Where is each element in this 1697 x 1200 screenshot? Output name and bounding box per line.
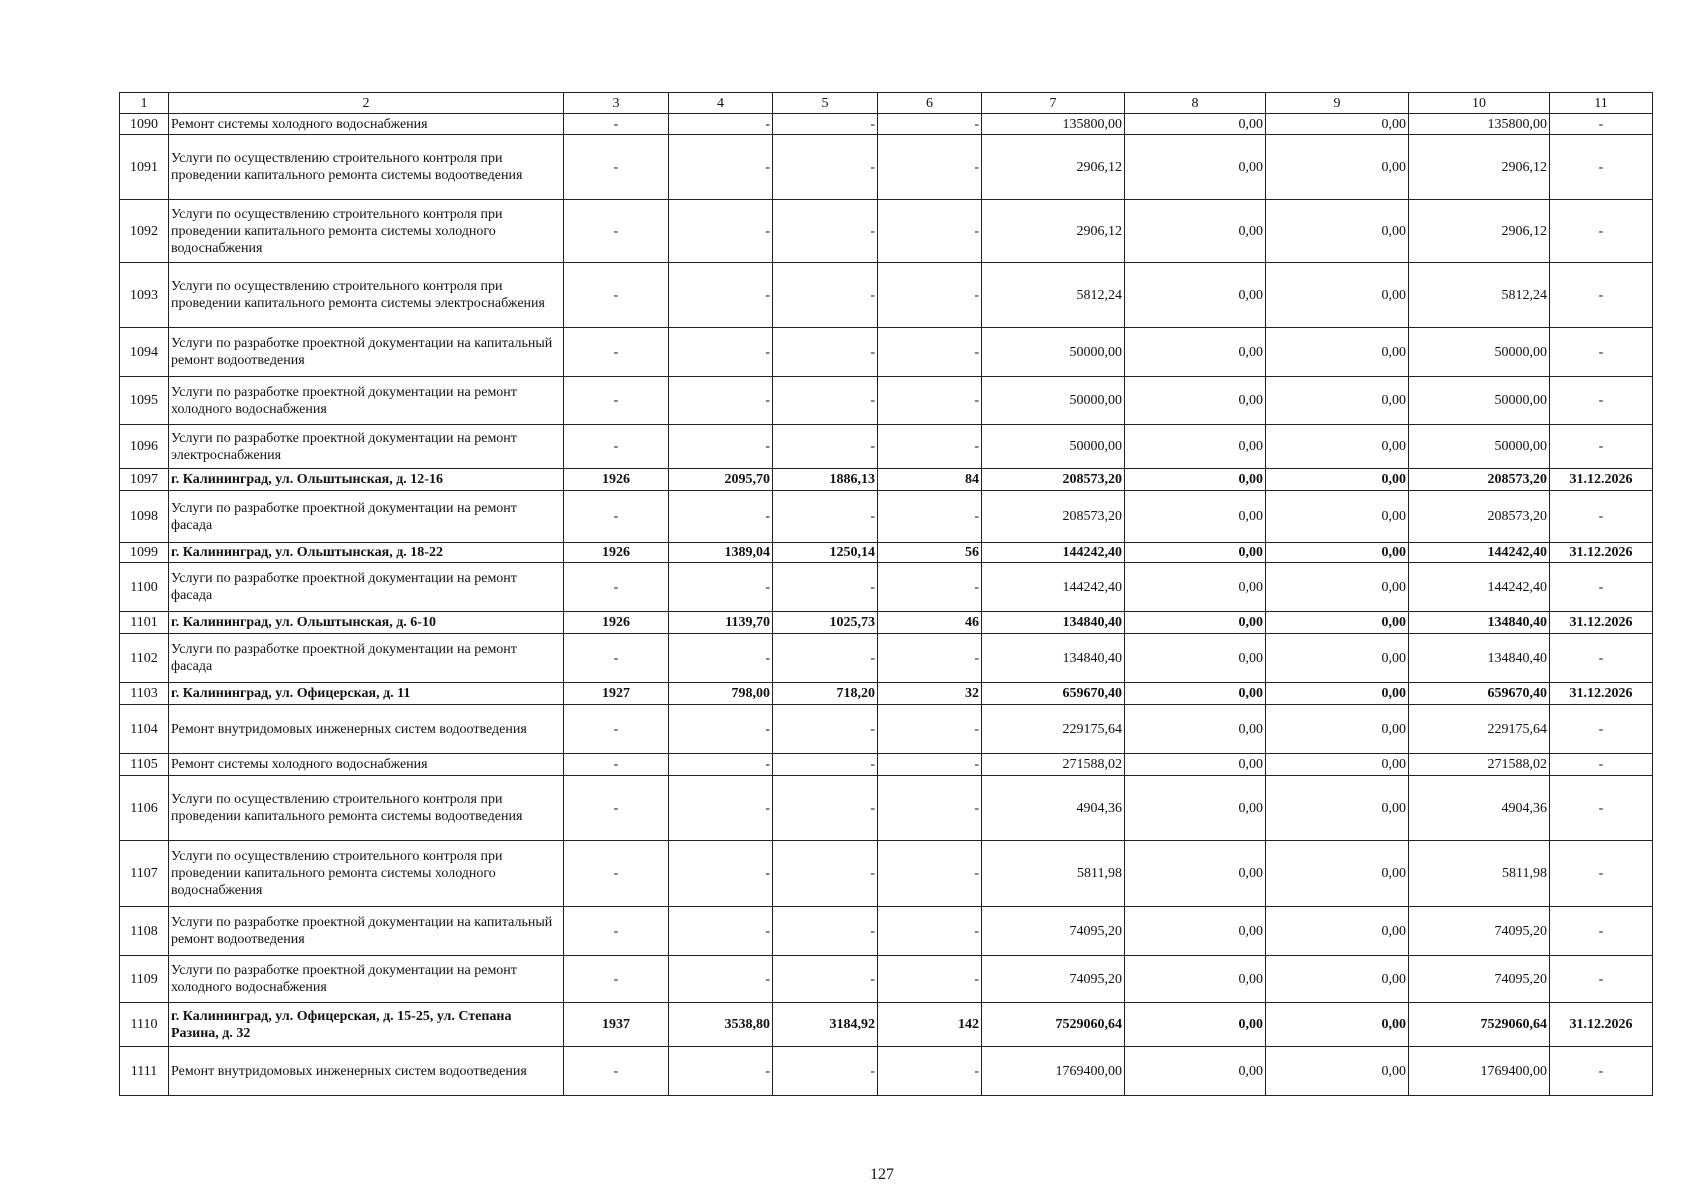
column-header-2: 2: [169, 93, 564, 114]
row-description: Услуги по осуществлению строительного контроля при проведении капитального ремонта системы водоотведения: [169, 776, 564, 841]
col-5-value: -: [773, 776, 878, 841]
col-5-value: -: [773, 263, 878, 328]
table-row: [120, 135, 1653, 200]
col-10-value: 135800,00: [1409, 114, 1550, 135]
col-4-value: -: [669, 754, 773, 776]
col-7-value: 2906,12: [982, 135, 1125, 200]
col-11-value: 31.12.2026: [1550, 683, 1653, 705]
col-11-value: 31.12.2026: [1550, 1003, 1653, 1047]
col-8-value: 0,00: [1125, 135, 1266, 200]
col-4-value: -: [669, 705, 773, 754]
row-description: Ремонт внутридомовых инженерных систем водоотведения: [169, 705, 564, 754]
table-row: [120, 705, 1653, 754]
col-11-value: 31.12.2026: [1550, 469, 1653, 491]
row-description: Услуги по осуществлению строительного контроля при проведении капитального ремонта системы электроснабжения: [169, 263, 564, 328]
col-8-value: 0,00: [1125, 469, 1266, 491]
col-8-value: 0,00: [1125, 705, 1266, 754]
col-9-value: 0,00: [1266, 634, 1409, 683]
col-10-value: 74095,20: [1409, 907, 1550, 956]
col-8-value: 0,00: [1125, 543, 1266, 563]
row-description: Услуги по разработке проектной документации на ремонт фасада: [169, 491, 564, 543]
col-6-value: -: [878, 377, 982, 425]
col-9-value: 0,00: [1266, 1003, 1409, 1047]
col-10-value: 659670,40: [1409, 683, 1550, 705]
table-row: [120, 612, 1653, 634]
col-3-value: -: [564, 328, 669, 377]
col-4-value: -: [669, 425, 773, 469]
col-3-value: -: [564, 705, 669, 754]
col-3-value: 1926: [564, 612, 669, 634]
row-description: Услуги по разработке проектной документации на ремонт холодного водоснабжения: [169, 377, 564, 425]
row-number: 1104: [120, 705, 169, 754]
col-8-value: 0,00: [1125, 114, 1266, 135]
col-4-value: -: [669, 956, 773, 1003]
col-10-value: 1769400,00: [1409, 1047, 1550, 1096]
row-description: г. Калининград, ул. Ольштынская, д. 18-22: [169, 543, 564, 563]
col-3-value: -: [564, 776, 669, 841]
col-11-value: -: [1550, 563, 1653, 612]
row-description: Услуги по разработке проектной документации на ремонт фасада: [169, 563, 564, 612]
col-3-value: -: [564, 754, 669, 776]
col-11-value: -: [1550, 841, 1653, 907]
col-5-value: -: [773, 1047, 878, 1096]
col-8-value: 0,00: [1125, 263, 1266, 328]
col-11-value: 31.12.2026: [1550, 543, 1653, 563]
row-description: г. Калининград, ул. Офицерская, д. 15-25, ул. Степана Разина, д. 32: [169, 1003, 564, 1047]
table-row: [120, 425, 1653, 469]
row-number: 1111: [120, 1047, 169, 1096]
col-9-value: 0,00: [1266, 907, 1409, 956]
col-3-value: -: [564, 1047, 669, 1096]
row-description: г. Калининград, ул. Ольштынская, д. 12-16: [169, 469, 564, 491]
col-6-value: -: [878, 114, 982, 135]
column-header-10: 10: [1409, 93, 1550, 114]
col-8-value: 0,00: [1125, 425, 1266, 469]
col-11-value: -: [1550, 328, 1653, 377]
col-3-value: -: [564, 907, 669, 956]
table-row: [120, 776, 1653, 841]
table-row: [120, 683, 1653, 705]
table-row: [120, 841, 1653, 907]
col-4-value: -: [669, 491, 773, 543]
col-4-value: -: [669, 776, 773, 841]
col-3-value: 1927: [564, 683, 669, 705]
col-11-value: -: [1550, 425, 1653, 469]
col-6-value: 142: [878, 1003, 982, 1047]
col-8-value: 0,00: [1125, 841, 1266, 907]
col-4-value: -: [669, 563, 773, 612]
row-number: 1101: [120, 612, 169, 634]
col-10-value: 134840,40: [1409, 634, 1550, 683]
col-7-value: 271588,02: [982, 754, 1125, 776]
row-number: 1091: [120, 135, 169, 200]
col-8-value: 0,00: [1125, 328, 1266, 377]
col-5-value: -: [773, 135, 878, 200]
table-row: [120, 377, 1653, 425]
col-11-value: -: [1550, 1047, 1653, 1096]
col-9-value: 0,00: [1266, 705, 1409, 754]
col-7-value: 208573,20: [982, 469, 1125, 491]
col-8-value: 0,00: [1125, 200, 1266, 263]
row-number: 1105: [120, 754, 169, 776]
col-10-value: 4904,36: [1409, 776, 1550, 841]
col-5-value: 1250,14: [773, 543, 878, 563]
col-7-value: 659670,40: [982, 683, 1125, 705]
col-8-value: 0,00: [1125, 563, 1266, 612]
table-row: [120, 634, 1653, 683]
table-row: [120, 907, 1653, 956]
row-description: Ремонт системы холодного водоснабжения: [169, 114, 564, 135]
col-4-value: 1139,70: [669, 612, 773, 634]
col-11-value: -: [1550, 776, 1653, 841]
col-9-value: 0,00: [1266, 612, 1409, 634]
col-10-value: 271588,02: [1409, 754, 1550, 776]
row-number: 1110: [120, 1003, 169, 1047]
col-11-value: -: [1550, 377, 1653, 425]
col-9-value: 0,00: [1266, 377, 1409, 425]
table-row: [120, 491, 1653, 543]
row-number: 1103: [120, 683, 169, 705]
col-3-value: -: [564, 563, 669, 612]
col-7-value: 144242,40: [982, 563, 1125, 612]
col-8-value: 0,00: [1125, 377, 1266, 425]
col-6-value: -: [878, 563, 982, 612]
col-6-value: -: [878, 328, 982, 377]
column-header-6: 6: [878, 93, 982, 114]
budget-table: [119, 92, 1653, 1096]
col-7-value: 74095,20: [982, 907, 1125, 956]
col-7-value: 50000,00: [982, 425, 1125, 469]
col-4-value: 3538,80: [669, 1003, 773, 1047]
column-header-9: 9: [1266, 93, 1409, 114]
col-7-value: 5811,98: [982, 841, 1125, 907]
row-number: 1094: [120, 328, 169, 377]
col-3-value: -: [564, 956, 669, 1003]
col-3-value: -: [564, 263, 669, 328]
col-5-value: -: [773, 634, 878, 683]
col-9-value: 0,00: [1266, 425, 1409, 469]
col-8-value: 0,00: [1125, 776, 1266, 841]
col-5-value: -: [773, 377, 878, 425]
col-3-value: 1926: [564, 469, 669, 491]
col-10-value: 208573,20: [1409, 491, 1550, 543]
col-7-value: 74095,20: [982, 956, 1125, 1003]
table-row: [120, 754, 1653, 776]
col-11-value: -: [1550, 907, 1653, 956]
row-number: 1100: [120, 563, 169, 612]
col-5-value: -: [773, 907, 878, 956]
col-10-value: 144242,40: [1409, 563, 1550, 612]
col-6-value: 84: [878, 469, 982, 491]
table-row: [120, 328, 1653, 377]
table-row: [120, 1003, 1653, 1047]
col-7-value: 134840,40: [982, 612, 1125, 634]
column-header-8: 8: [1125, 93, 1266, 114]
col-5-value: -: [773, 705, 878, 754]
col-11-value: -: [1550, 135, 1653, 200]
col-5-value: -: [773, 114, 878, 135]
col-5-value: -: [773, 563, 878, 612]
col-8-value: 0,00: [1125, 683, 1266, 705]
col-5-value: -: [773, 425, 878, 469]
col-9-value: 0,00: [1266, 956, 1409, 1003]
col-3-value: -: [564, 377, 669, 425]
row-description: Услуги по осуществлению строительного контроля при проведении капитального ремонта системы холодного водоснабжения: [169, 200, 564, 263]
column-number-header: [120, 93, 1653, 114]
col-6-value: 56: [878, 543, 982, 563]
row-description: Услуги по разработке проектной документации на ремонт фасада: [169, 634, 564, 683]
col-4-value: -: [669, 263, 773, 328]
col-5-value: -: [773, 328, 878, 377]
col-9-value: 0,00: [1266, 543, 1409, 563]
table-row: [120, 263, 1653, 328]
col-7-value: 134840,40: [982, 634, 1125, 683]
col-10-value: 144242,40: [1409, 543, 1550, 563]
col-9-value: 0,00: [1266, 1047, 1409, 1096]
col-6-value: 32: [878, 683, 982, 705]
col-3-value: -: [564, 135, 669, 200]
col-10-value: 2906,12: [1409, 200, 1550, 263]
col-9-value: 0,00: [1266, 841, 1409, 907]
col-4-value: -: [669, 200, 773, 263]
col-9-value: 0,00: [1266, 114, 1409, 135]
row-number: 1090: [120, 114, 169, 135]
col-9-value: 0,00: [1266, 469, 1409, 491]
col-5-value: 718,20: [773, 683, 878, 705]
row-number: 1109: [120, 956, 169, 1003]
col-10-value: 74095,20: [1409, 956, 1550, 1003]
col-5-value: 1886,13: [773, 469, 878, 491]
col-3-value: -: [564, 634, 669, 683]
row-number: 1107: [120, 841, 169, 907]
table-row: [120, 200, 1653, 263]
col-9-value: 0,00: [1266, 263, 1409, 328]
row-description: г. Калининград, ул. Ольштынская, д. 6-10: [169, 612, 564, 634]
row-description: Услуги по разработке проектной документации на капитальный ремонт водоотведения: [169, 328, 564, 377]
column-header-3: 3: [564, 93, 669, 114]
col-4-value: -: [669, 1047, 773, 1096]
col-6-value: 46: [878, 612, 982, 634]
col-4-value: -: [669, 114, 773, 135]
col-6-value: -: [878, 956, 982, 1003]
col-5-value: -: [773, 754, 878, 776]
col-5-value: 3184,92: [773, 1003, 878, 1047]
col-11-value: -: [1550, 705, 1653, 754]
col-11-value: -: [1550, 200, 1653, 263]
col-11-value: -: [1550, 114, 1653, 135]
col-6-value: -: [878, 263, 982, 328]
row-description: Услуги по осуществлению строительного контроля при проведении капитального ремонта системы холодного водоснабжения: [169, 841, 564, 907]
col-9-value: 0,00: [1266, 754, 1409, 776]
col-6-value: -: [878, 907, 982, 956]
col-10-value: 2906,12: [1409, 135, 1550, 200]
col-6-value: -: [878, 754, 982, 776]
col-7-value: 50000,00: [982, 328, 1125, 377]
row-description: Услуги по разработке проектной документации на ремонт электроснабжения: [169, 425, 564, 469]
col-11-value: -: [1550, 491, 1653, 543]
col-10-value: 208573,20: [1409, 469, 1550, 491]
col-4-value: 798,00: [669, 683, 773, 705]
col-8-value: 0,00: [1125, 1003, 1266, 1047]
col-3-value: 1937: [564, 1003, 669, 1047]
table-row: [120, 1047, 1653, 1096]
col-5-value: -: [773, 841, 878, 907]
col-7-value: 5812,24: [982, 263, 1125, 328]
col-10-value: 50000,00: [1409, 425, 1550, 469]
col-11-value: -: [1550, 754, 1653, 776]
table-row: [120, 956, 1653, 1003]
col-8-value: 0,00: [1125, 634, 1266, 683]
col-10-value: 5811,98: [1409, 841, 1550, 907]
row-description: Услуги по разработке проектной документации на ремонт холодного водоснабжения: [169, 956, 564, 1003]
table-row: [120, 469, 1653, 491]
col-8-value: 0,00: [1125, 956, 1266, 1003]
row-description: Ремонт системы холодного водоснабжения: [169, 754, 564, 776]
col-4-value: 1389,04: [669, 543, 773, 563]
col-9-value: 0,00: [1266, 776, 1409, 841]
col-3-value: -: [564, 491, 669, 543]
col-7-value: 2906,12: [982, 200, 1125, 263]
row-number: 1096: [120, 425, 169, 469]
row-number: 1102: [120, 634, 169, 683]
col-5-value: -: [773, 956, 878, 1003]
col-4-value: -: [669, 377, 773, 425]
col-3-value: -: [564, 425, 669, 469]
column-header-4: 4: [669, 93, 773, 114]
col-4-value: -: [669, 328, 773, 377]
col-5-value: -: [773, 491, 878, 543]
col-7-value: 144242,40: [982, 543, 1125, 563]
row-number: 1099: [120, 543, 169, 563]
row-description: Услуги по осуществлению строительного контроля при проведении капитального ремонта системы водоотведения: [169, 135, 564, 200]
col-7-value: 4904,36: [982, 776, 1125, 841]
col-10-value: 50000,00: [1409, 328, 1550, 377]
column-header-7: 7: [982, 93, 1125, 114]
col-3-value: -: [564, 114, 669, 135]
page-number: 127: [870, 1166, 894, 1183]
col-6-value: -: [878, 135, 982, 200]
table-row: [120, 114, 1653, 135]
col-3-value: -: [564, 200, 669, 263]
col-9-value: 0,00: [1266, 135, 1409, 200]
col-4-value: -: [669, 841, 773, 907]
col-6-value: -: [878, 705, 982, 754]
col-9-value: 0,00: [1266, 563, 1409, 612]
col-6-value: -: [878, 200, 982, 263]
row-description: Услуги по разработке проектной документации на капитальный ремонт водоотведения: [169, 907, 564, 956]
col-10-value: 5812,24: [1409, 263, 1550, 328]
col-7-value: 208573,20: [982, 491, 1125, 543]
col-3-value: 1926: [564, 543, 669, 563]
row-number: 1092: [120, 200, 169, 263]
col-10-value: 134840,40: [1409, 612, 1550, 634]
col-9-value: 0,00: [1266, 328, 1409, 377]
col-8-value: 0,00: [1125, 907, 1266, 956]
row-description: Ремонт внутридомовых инженерных систем водоотведения: [169, 1047, 564, 1096]
column-header-1: 1: [120, 93, 169, 114]
row-number: 1095: [120, 377, 169, 425]
col-8-value: 0,00: [1125, 1047, 1266, 1096]
row-number: 1106: [120, 776, 169, 841]
col-10-value: 7529060,64: [1409, 1003, 1550, 1047]
col-7-value: 135800,00: [982, 114, 1125, 135]
col-5-value: 1025,73: [773, 612, 878, 634]
column-header-11: 11: [1550, 93, 1653, 114]
col-11-value: -: [1550, 634, 1653, 683]
row-number: 1093: [120, 263, 169, 328]
col-8-value: 0,00: [1125, 754, 1266, 776]
col-6-value: -: [878, 841, 982, 907]
column-header-5: 5: [773, 93, 878, 114]
col-6-value: -: [878, 425, 982, 469]
col-6-value: -: [878, 491, 982, 543]
col-4-value: -: [669, 135, 773, 200]
col-11-value: -: [1550, 956, 1653, 1003]
col-7-value: 229175,64: [982, 705, 1125, 754]
col-6-value: -: [878, 776, 982, 841]
col-3-value: -: [564, 841, 669, 907]
table-row: [120, 563, 1653, 612]
col-7-value: 50000,00: [982, 377, 1125, 425]
col-9-value: 0,00: [1266, 491, 1409, 543]
col-10-value: 50000,00: [1409, 377, 1550, 425]
col-7-value: 1769400,00: [982, 1047, 1125, 1096]
row-description: г. Калининград, ул. Офицерская, д. 11: [169, 683, 564, 705]
col-11-value: -: [1550, 263, 1653, 328]
col-8-value: 0,00: [1125, 612, 1266, 634]
col-9-value: 0,00: [1266, 683, 1409, 705]
col-6-value: -: [878, 1047, 982, 1096]
col-4-value: -: [669, 634, 773, 683]
col-9-value: 0,00: [1266, 200, 1409, 263]
col-10-value: 229175,64: [1409, 705, 1550, 754]
table-row: [120, 543, 1653, 563]
row-number: 1108: [120, 907, 169, 956]
col-11-value: 31.12.2026: [1550, 612, 1653, 634]
row-number: 1097: [120, 469, 169, 491]
col-8-value: 0,00: [1125, 491, 1266, 543]
row-number: 1098: [120, 491, 169, 543]
col-4-value: -: [669, 907, 773, 956]
col-6-value: -: [878, 634, 982, 683]
col-5-value: -: [773, 200, 878, 263]
col-4-value: 2095,70: [669, 469, 773, 491]
col-7-value: 7529060,64: [982, 1003, 1125, 1047]
